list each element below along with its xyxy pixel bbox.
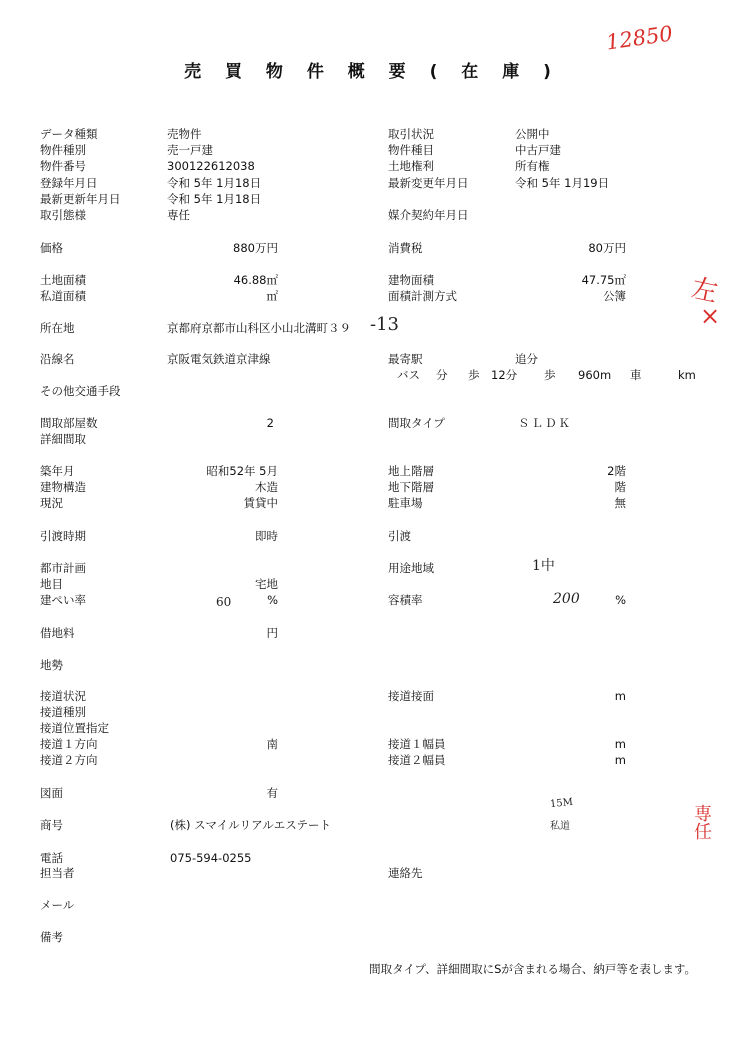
label-rooms: 間取部屋数 — [40, 416, 98, 430]
value-station: 追分 — [515, 352, 538, 366]
label-city-plan: 都市計画 — [40, 561, 86, 575]
label-deal-status: 取引状況 — [388, 127, 434, 141]
label-land-area: 土地面積 — [40, 273, 86, 287]
label-status: 現況 — [40, 496, 63, 510]
label-company: 商号 — [40, 818, 63, 832]
value-private-road: ㎡ — [266, 289, 278, 303]
value-floors-down: 階 — [614, 480, 626, 494]
page-title: 売 買 物 件 概 要 ( 在 庫 ) — [184, 62, 560, 82]
value-lease-fee: 円 — [266, 626, 278, 640]
label-line: 沿線名 — [40, 352, 75, 366]
label-agency-date: 媒介契約年月日 — [388, 208, 469, 222]
label-built: 築年月 — [40, 464, 75, 478]
label-road-position: 接道位置指定 — [40, 721, 109, 735]
value-road-width1: m — [614, 737, 626, 751]
label-building-area: 建物面積 — [388, 273, 434, 287]
label-mail: メール — [40, 898, 75, 912]
value-company: (株) スマイルリアルエステート — [170, 818, 331, 832]
value-building-area: 47.75㎡ — [581, 273, 626, 287]
label-remarks: 備考 — [40, 930, 63, 944]
value-property-no: 300122612038 — [167, 159, 255, 173]
label-other-transport: その他交通手段 — [40, 384, 121, 398]
label-deal-mode: 取引態様 — [40, 208, 86, 222]
value-price: 880万円 — [233, 241, 278, 255]
handwritten-youseki: 200 — [553, 591, 580, 607]
label-handover-time: 引渡時期 — [40, 529, 86, 543]
label-contact: 連絡先 — [388, 866, 423, 880]
value-parking: 無 — [614, 496, 626, 510]
label-road-contact: 接道接面 — [388, 689, 434, 703]
value-road-dir1: 南 — [266, 737, 278, 751]
footer-note: 間取タイプ、詳細間取にSが含まれる場合、納戸等を表します。 — [369, 962, 696, 976]
label-reg-date: 登録年月日 — [40, 176, 98, 190]
value-land-category: 宅地 — [255, 577, 278, 591]
value-distance: 960m — [578, 368, 612, 382]
value-coverage: % — [267, 593, 278, 607]
label-station: 最寄駅 — [388, 352, 423, 366]
label-property-item: 物件種目 — [388, 143, 434, 157]
value-layout-type: ＳＬＤＫ — [518, 416, 572, 430]
label-phone: 電話 — [40, 851, 63, 865]
label-tax: 消費税 — [388, 241, 423, 255]
handwritten-mark-top: 左 — [688, 273, 721, 309]
value-land-right: 所有権 — [515, 159, 550, 173]
label-floors-down: 地下階層 — [388, 480, 434, 494]
value-property-item: 中古戸建 — [515, 143, 561, 157]
value-built: 昭和52年 5月 — [206, 464, 278, 478]
label-terrain: 地勢 — [40, 658, 63, 672]
value-deal-mode: 専任 — [167, 208, 190, 222]
label-road-dir1: 接道１方向 — [40, 737, 98, 751]
label-structure: 建物構造 — [40, 480, 86, 494]
label-update-date: 最新更新年月日 — [40, 192, 121, 206]
label-road-width1: 接道１幅員 — [388, 737, 446, 751]
label-price: 価格 — [40, 241, 63, 255]
label-room-detail: 詳細間取 — [40, 432, 86, 446]
value-deal-status: 公開中 — [515, 127, 550, 141]
value-update-date: 令和 5年 1月18日 — [167, 192, 262, 206]
label-lease-fee: 借地料 — [40, 626, 75, 640]
label-floor-ratio: 容積率 — [388, 593, 423, 607]
label-layout-type: 間取タイプ — [388, 416, 445, 430]
label-contact-person: 担当者 — [40, 866, 75, 880]
value-measure: 公簿 — [603, 289, 626, 303]
value-walk-min: 12分 — [491, 368, 518, 382]
label-car: 車 — [630, 368, 642, 382]
value-status: 賃貸中 — [243, 496, 278, 510]
label-handover: 引渡 — [388, 529, 411, 543]
label-parking: 駐車場 — [388, 496, 423, 510]
label-floor-plan: 図面 — [40, 786, 63, 800]
handwritten-road-type: 私道 — [550, 821, 570, 832]
label-km: km — [678, 368, 696, 382]
label-private-road: 私道面積 — [40, 289, 86, 303]
label-walk: 歩 — [468, 368, 480, 382]
label-latest-change: 最新変更年月日 — [388, 176, 469, 190]
value-road-contact: m — [614, 689, 626, 703]
handwritten-youto: 1中 — [532, 558, 555, 574]
value-floor-ratio: % — [615, 593, 626, 607]
value-land-area: 46.88㎡ — [233, 273, 278, 287]
value-line: 京阪電気鉄道京津線 — [167, 352, 271, 366]
value-latest-change: 令和 5年 1月19日 — [515, 176, 610, 190]
label-land-right: 土地権利 — [388, 159, 434, 173]
label-road-dir2: 接道２方向 — [40, 753, 98, 767]
label-measure: 面積計測方式 — [388, 289, 457, 303]
value-rooms: 2 — [266, 416, 274, 430]
label-land-category: 地目 — [40, 577, 63, 591]
label-bus: バス — [397, 368, 420, 382]
value-floors-up: 2階 — [607, 464, 626, 478]
label-bus-min: 分 — [436, 368, 448, 382]
label-property-type: 物件種別 — [40, 143, 86, 157]
value-tax: 80万円 — [588, 241, 626, 255]
handwritten-road-width: 15M — [549, 796, 574, 811]
value-reg-date: 令和 5年 1月18日 — [167, 176, 262, 190]
label-data-kind: データ種類 — [40, 127, 98, 141]
handwritten-kenpei: 60 — [216, 595, 232, 609]
label-road-kind: 接道種別 — [40, 705, 86, 719]
handwritten-mark-bottom: × — [700, 302, 721, 330]
handwritten-senin: 専任 — [691, 804, 712, 840]
label-address: 所在地 — [40, 321, 75, 335]
value-floor-plan: 有 — [266, 786, 278, 800]
label-floors-up: 地上階層 — [388, 464, 434, 478]
value-handover-time: 即時 — [255, 529, 278, 543]
label-road-width2: 接道２幅員 — [388, 753, 446, 767]
handwritten-address-suffix: -13 — [370, 314, 399, 335]
value-road-width2: m — [614, 753, 626, 767]
value-property-type: 売一戸建 — [167, 143, 213, 157]
label-property-no: 物件番号 — [40, 159, 86, 173]
value-phone: 075-594-0255 — [170, 851, 252, 865]
handwritten-number: 12850 — [604, 21, 675, 55]
value-structure: 木造 — [255, 480, 278, 494]
label-road-status: 接道状況 — [40, 689, 86, 703]
label-coverage: 建ぺい率 — [40, 593, 86, 607]
value-data-kind: 売物件 — [167, 127, 202, 141]
value-address: 京都府京都市山科区小山北溝町３９ — [167, 321, 351, 335]
label-zoning: 用途地域 — [388, 561, 434, 575]
label-walk2: 歩 — [544, 368, 556, 382]
